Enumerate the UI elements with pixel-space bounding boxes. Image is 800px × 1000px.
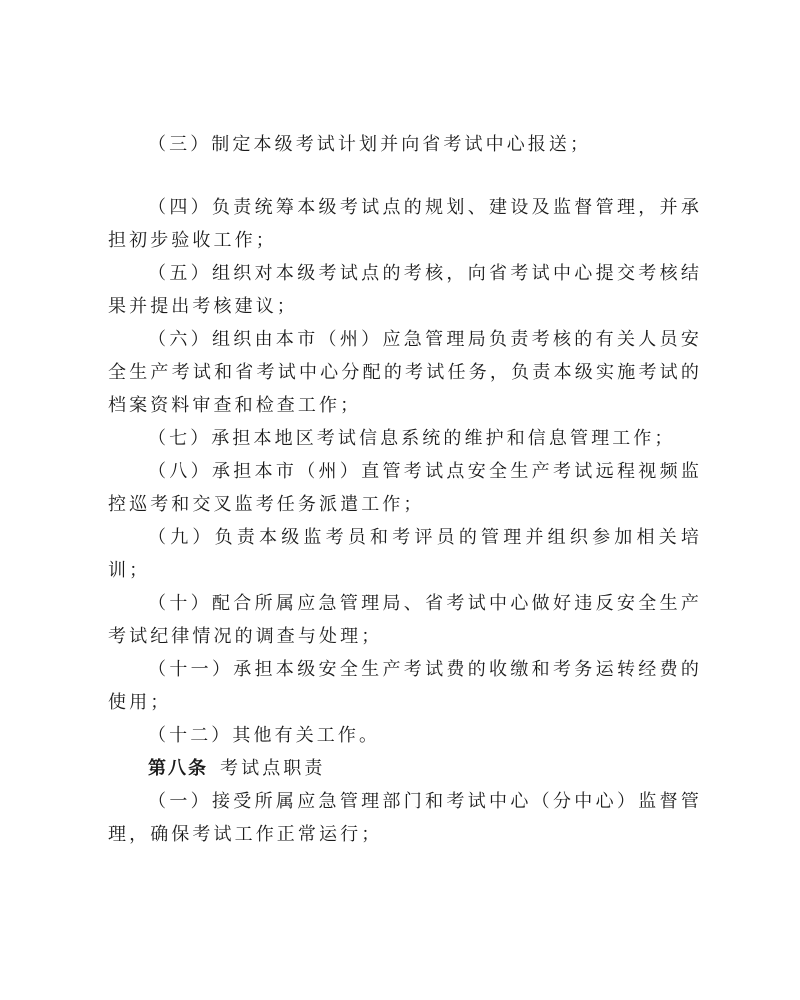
paragraph-item-11: （十一）承担本级安全生产考试费的收缴和考务运转经费的使用；	[108, 659, 702, 713]
paragraph-item-8: （八）承担本市（州）直管考试点安全生产考试远程视频监控巡考和交叉监考任务派遣工作；	[108, 461, 702, 515]
article-heading-line	[108, 752, 702, 785]
paragraph-item-4: （四）负责统筹本级考试点的规划、建设及监督管理，并承担初步验收工作；	[108, 197, 702, 251]
paragraph-item-9: （九）负责本级监考员和考评员的管理并组织参加相关培训；	[108, 527, 702, 581]
document-page	[108, 128, 702, 851]
paragraph-item-7: （七）承担本地区考试信息系统的维护和信息管理工作；	[148, 428, 676, 449]
article-paragraph-item-1: （一）接受所属应急管理部门和考试中心（分中心）监督管理，确保考试工作正常运行；	[108, 791, 702, 845]
paragraph-item-3: （三）制定本级考试计划并向省考试中心报送；	[148, 134, 592, 155]
paragraph-item-6: （六）组织由本市（州）应急管理局负责考核的有关人员安全生产考试和省考试中心分配的考试任务，负责本级实施考试的档案资料审查和检查工作；	[108, 329, 702, 416]
paragraph-item-10: （十）配合所属应急管理局、省考试中心做好违反安全生产考试纪律情况的调查与处理；	[108, 593, 702, 647]
paragraph-item-12: （十二）其他有关工作。	[148, 725, 381, 746]
article-number: 第八条	[148, 758, 208, 779]
paragraph-item-5: （五）组织对本级考试点的考核，向省考试中心提交考核结果并提出考核建议；	[108, 263, 702, 317]
article-title: 考试点职责	[220, 758, 326, 779]
